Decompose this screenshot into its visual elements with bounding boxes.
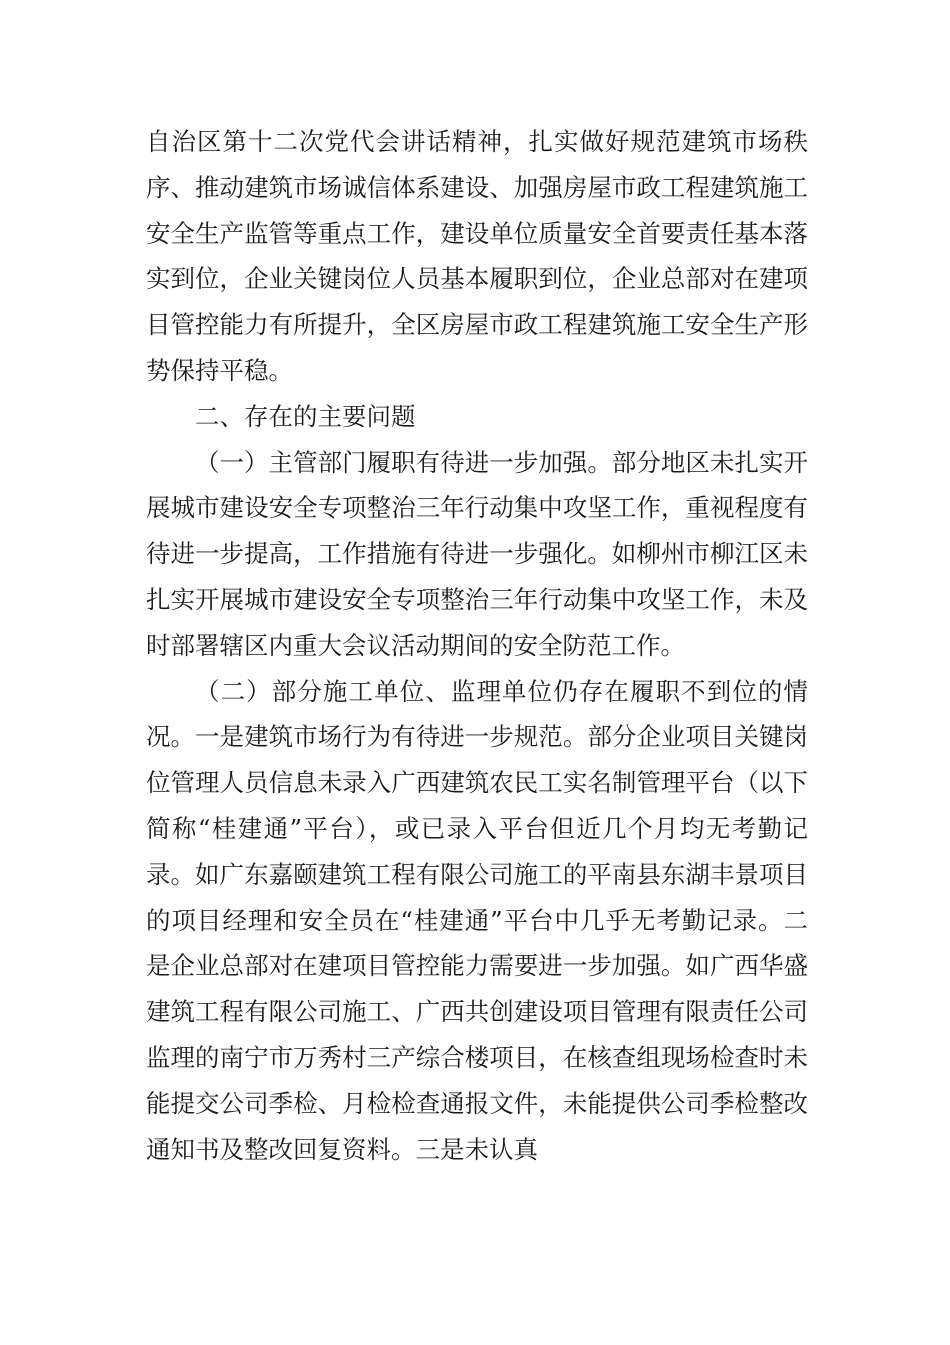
paragraph-issue-2: （二）部分施工单位、监理单位仍存在履职不到位的情况。一是建筑市场行为有待进一步规范。部分企业项目关键岗位管理人员信息未录入广西建筑农民工实名制管理平台（以下简称“桂建通”平台），或已录入平台但近几个月均无考勤记录。如广东嘉颐建筑工程有限公司施工的平南县东湖丰景项目的项目经理和安全员在“桂建通”平台中几乎无考勤记录。二是企业总部对在建项目管控能力需要进一步加强。如广西华盛建筑工程有限公司施工、广西共创建设项目管理有限责任公司监理的南宁市万秀村三产综合楼项目，在核查组现场检查时未能提交公司季检、月检检查通报文件，未能提供公司季检整改通知书及整改回复资料。三是未认真 <box>146 676 808 1164</box>
paragraph-issue-1: （一）主管部门履职有待进一步加强。部分地区未扎实开展城市建设安全专项整治三年行动集中攻坚工作，重视程度有待进一步提高，工作措施有待进一步强化。如柳州市柳江区未扎实开展城市建设安全专项整治三年行动集中攻坚工作，未及时部署辖区内重大会议活动期间的安全防范工作。 <box>146 447 808 660</box>
section-heading: 二、存在的主要问题 <box>195 401 416 431</box>
document-body <box>146 119 808 1172</box>
paragraph-continuation: 自治区第十二次党代会讲话精神，扎实做好规范建筑市场秩序、推动建筑市场诚信体系建设、加强房屋市政工程建筑施工安全生产监管等重点工作，建设单位质量安全首要责任基本落实到位，企业关键岗位人员基本履职到位，企业总部对在建项目管控能力有所提升，全区房屋市政工程建筑施工安全生产形势保持平稳。 <box>146 127 808 385</box>
